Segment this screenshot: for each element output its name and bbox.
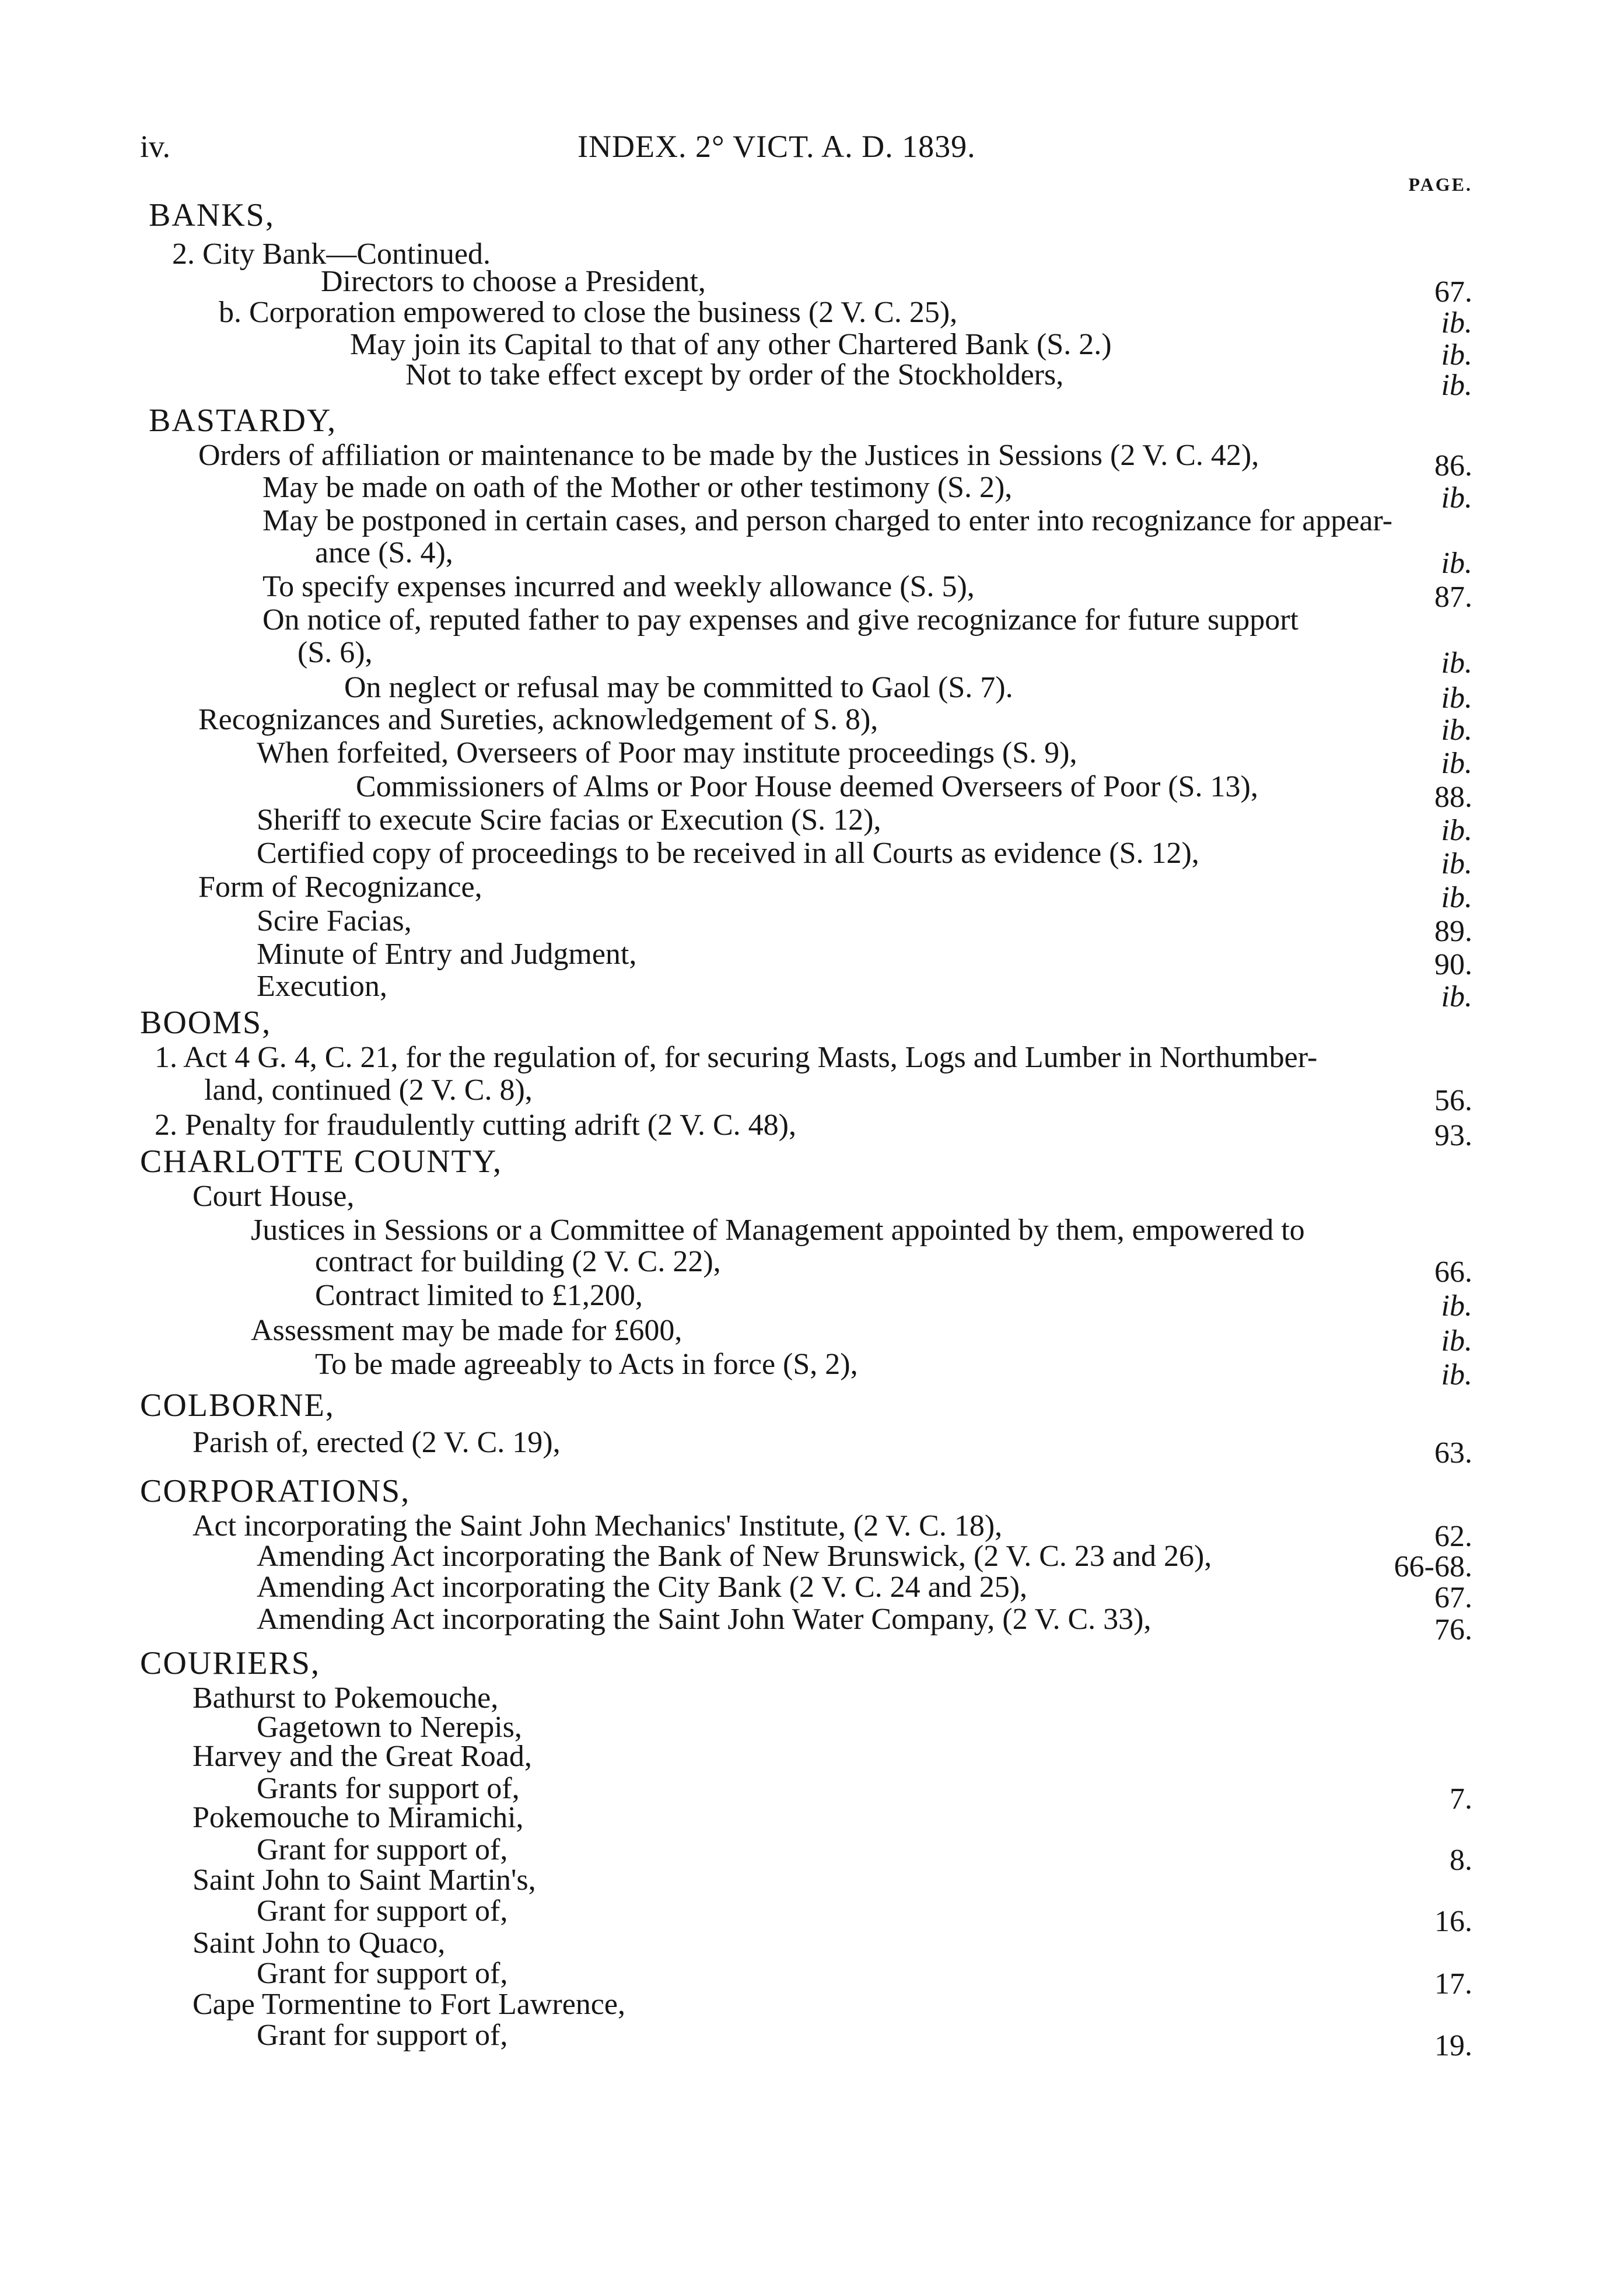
- entry-page-ref: ib.: [1441, 481, 1472, 515]
- entry-page-ref: 67.: [1434, 275, 1472, 309]
- index-entry: [0, 1569, 1624, 1614]
- entry-text: Parish of, erected (2 V. C. 19),: [192, 1426, 561, 1459]
- entry-page-ref: ib.: [1441, 847, 1472, 880]
- index-entry: [0, 968, 1624, 1013]
- entry-page-ref: 87.: [1434, 581, 1472, 614]
- index-entry: [0, 2017, 1624, 2062]
- index-entry: [0, 1425, 1624, 1470]
- entry-page-ref: 16.: [1434, 1905, 1472, 1938]
- index-entry: [0, 769, 1624, 814]
- entry-text: May be made on oath of the Mother or other testimony (S. 2),: [262, 471, 1013, 504]
- index-entry: [0, 1347, 1624, 1391]
- entry-text: Cape Tormentine to Fort Lawrence,: [192, 1988, 625, 2021]
- entry-page-ref: ib.: [1441, 881, 1472, 914]
- entry-text: Amending Act incorporating the Saint John Water Company, (2 V. C. 33),: [257, 1603, 1152, 1636]
- entry-text: Orders of affiliation or maintenance to be made by the Justices in Sessions (2 V. C. 42),: [198, 439, 1259, 472]
- entry-text: Commissioners of Alms or Poor House deemed Overseers of Poor (S. 13),: [356, 770, 1258, 803]
- entry-text: When forfeited, Overseers of Poor may institute proceedings (S. 9),: [257, 736, 1077, 770]
- entry-page-ref: ib.: [1441, 1289, 1472, 1323]
- heading-text: BASTARDY,: [149, 403, 337, 439]
- entry-page-ref: 66-68.: [1394, 1550, 1472, 1583]
- entry-text: Amending Act incorporating the City Bank (2 V. C. 24 and 25),: [257, 1571, 1028, 1604]
- index-entry: [0, 357, 1624, 402]
- entry-page-ref: ib.: [1441, 369, 1472, 402]
- index-entry: [0, 1800, 1624, 1836]
- entry-page-ref: ib.: [1441, 547, 1472, 580]
- entry-page-ref: 19.: [1434, 2029, 1472, 2062]
- entry-page-ref: 89.: [1434, 915, 1472, 948]
- entry-text: Saint John to Saint Martin's,: [192, 1863, 536, 1897]
- index-entry: [0, 903, 1624, 948]
- index-heading: [0, 197, 1624, 233]
- entry-text: Scire Facias,: [257, 904, 412, 938]
- entry-text: Grants for support of,: [257, 1772, 520, 1805]
- entry-text: To specify expenses incurred and weekly allowance (S. 5),: [262, 570, 975, 603]
- index-entry: [0, 835, 1624, 880]
- index-heading: [0, 1144, 1624, 1180]
- entry-text: contract for building (2 V. C. 22),: [315, 1245, 721, 1278]
- heading-text: BOOMS,: [140, 1005, 272, 1041]
- entry-text: Amending Act incorporating the Bank of New Brunswick, (2 V. C. 23 and 26),: [257, 1540, 1212, 1573]
- entry-text: On notice of, reputed father to pay expenses and give recognizance for future support: [262, 603, 1298, 637]
- index-entry: [0, 1179, 1624, 1215]
- index-heading: [0, 1645, 1624, 1681]
- entry-text: May be postponed in certain cases, and person charged to enter into recognizance for appear-: [262, 504, 1393, 537]
- entry-text: Gagetown to Nerepis,: [257, 1711, 522, 1744]
- entry-text: Grant for support of,: [257, 2019, 508, 2052]
- entry-text: Sheriff to execute Scire facias or Execution (S. 12),: [257, 803, 881, 837]
- index-entry: [0, 1072, 1624, 1117]
- entry-page-ref: 76.: [1434, 1613, 1472, 1646]
- index-entry: [0, 1278, 1624, 1323]
- entry-text: ance (S. 4),: [315, 536, 453, 569]
- index-entry: [0, 936, 1624, 981]
- entry-text: Grant for support of,: [257, 1957, 508, 1990]
- entry-text: Act incorporating the Saint John Mechanics' Institute, (2 V. C. 18),: [192, 1509, 1003, 1543]
- entry-text: Justices in Sessions or a Committee of Management appointed by them, empowered to: [251, 1214, 1305, 1247]
- index-entry: [0, 635, 1624, 680]
- entry-text: b. Corporation empowered to close the business (2 V. C. 25),: [219, 296, 958, 329]
- index-entry: [0, 1244, 1624, 1289]
- index-entry: [0, 503, 1624, 539]
- entry-text: 2. Penalty for fraudulently cutting adrift (2 V. C. 48),: [155, 1108, 796, 1142]
- page-title: INDEX. 2° VICT. A. D. 1839.: [578, 129, 976, 164]
- entry-text: Not to take effect except by order of the Stockholders,: [405, 358, 1064, 391]
- entry-page-ref: 62.: [1434, 1520, 1472, 1553]
- index-entry: [0, 470, 1624, 515]
- entry-text: Certified copy of proceedings to be received in all Courts as evidence (S. 12),: [257, 837, 1199, 870]
- entry-page-ref: ib.: [1441, 646, 1472, 680]
- index-entry: [0, 670, 1624, 715]
- entry-text: Contract limited to £1,200,: [315, 1279, 643, 1312]
- entry-text: To be made agreeably to Acts in force (S, 2),: [315, 1348, 858, 1381]
- index-heading: [0, 403, 1624, 439]
- entry-text: Form of Recognizance,: [198, 870, 482, 904]
- entry-text: Execution,: [257, 970, 387, 1003]
- heading-text: CORPORATIONS,: [140, 1473, 411, 1509]
- index-entry: [0, 1893, 1624, 1938]
- index-entry: [0, 1040, 1624, 1076]
- entry-page-ref: ib.: [1441, 714, 1472, 747]
- heading-text: COURIERS,: [140, 1645, 320, 1681]
- entry-text: Directors to choose a President,: [321, 265, 706, 298]
- entry-page-ref: ib.: [1441, 1358, 1472, 1391]
- heading-text: COLBORNE,: [140, 1387, 335, 1424]
- index-entry: [0, 535, 1624, 580]
- index-entry: [0, 1107, 1624, 1152]
- index-entry: [0, 602, 1624, 638]
- entry-text: Court House,: [192, 1180, 355, 1213]
- entry-page-ref: 7.: [1450, 1782, 1472, 1816]
- entry-page-ref: ib.: [1441, 980, 1472, 1013]
- index-entry: [0, 1601, 1624, 1646]
- index-entry: [0, 1739, 1624, 1775]
- entry-page-ref: 66.: [1434, 1256, 1472, 1289]
- entry-page-ref: ib.: [1441, 306, 1472, 340]
- entry-page-ref: ib.: [1441, 338, 1472, 372]
- entry-page-ref: 86.: [1434, 449, 1472, 482]
- heading-text: CHARLOTTE COUNTY,: [140, 1144, 502, 1180]
- index-entry: [0, 438, 1624, 482]
- entry-text: 2. City Bank—Continued.: [172, 237, 491, 271]
- index-heading: [0, 1005, 1624, 1041]
- index-entry: [0, 1313, 1624, 1358]
- entry-text: Assessment may be made for £600,: [251, 1314, 682, 1347]
- index-entry: [0, 295, 1624, 340]
- entry-page-ref: ib.: [1441, 1324, 1472, 1358]
- entry-page-ref: ib.: [1441, 814, 1472, 847]
- index-entry: [0, 802, 1624, 847]
- entry-text: (S. 6),: [298, 636, 373, 669]
- page-column-header: PAGE.: [1408, 174, 1472, 195]
- entry-page-ref: 17.: [1434, 1967, 1472, 2001]
- entry-page-ref: 56.: [1434, 1084, 1472, 1117]
- entry-text: Minute of Entry and Judgment,: [257, 938, 637, 971]
- entry-text: land, continued (2 V. C. 8),: [204, 1073, 533, 1107]
- index-entry: [0, 569, 1624, 614]
- entry-page-ref: 63.: [1434, 1436, 1472, 1470]
- entry-text: May join its Capital to that of any other Chartered Bank (S. 2.): [350, 328, 1112, 361]
- entry-text: Bathurst to Pokemouche,: [192, 1681, 499, 1715]
- entry-text: Recognizances and Sureties, acknowledgement of S. 8),: [198, 703, 878, 736]
- index-entry: [0, 1212, 1624, 1249]
- page-number-roman: iv.: [140, 129, 170, 164]
- index-heading: [0, 1387, 1624, 1424]
- entry-page-ref: ib.: [1441, 747, 1472, 780]
- index-entry: [0, 735, 1624, 780]
- entry-text: On neglect or refusal may be committed to Gaol (S. 7).: [344, 671, 1013, 704]
- entry-text: Harvey and the Great Road,: [192, 1740, 532, 1773]
- entry-page-ref: 88.: [1434, 781, 1472, 814]
- entry-text: Pokemouche to Miramichi,: [192, 1801, 524, 1834]
- heading-text: BANKS,: [149, 197, 275, 233]
- index-entry: [0, 869, 1624, 914]
- entry-page-ref: 8.: [1450, 1844, 1472, 1877]
- index-heading: [0, 1473, 1624, 1509]
- index-entry: [0, 702, 1624, 747]
- entry-page-ref: 67.: [1434, 1581, 1472, 1614]
- entry-text: Grant for support of,: [257, 1894, 508, 1928]
- entry-text: Grant for support of,: [257, 1833, 508, 1866]
- entry-page-ref: 90.: [1434, 948, 1472, 981]
- entry-text: Saint John to Quaco,: [192, 1926, 446, 1960]
- entry-page-ref: 93.: [1434, 1119, 1472, 1152]
- entry-text: 1. Act 4 G. 4, C. 21, for the regulation of, for securing Masts, Logs and Lumber in Northumber-: [155, 1041, 1318, 1074]
- entry-page-ref: ib.: [1441, 681, 1472, 715]
